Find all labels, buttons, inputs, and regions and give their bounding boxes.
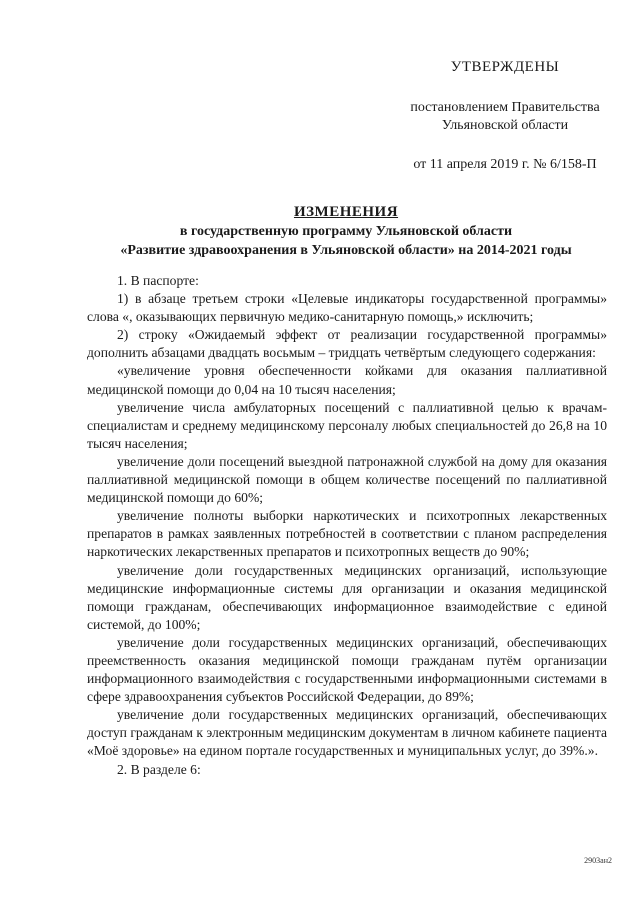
paragraph-section-1: 1. В паспорте: xyxy=(117,273,199,288)
paragraph-indicator-5: увеличение доли государственных медицинских организаций, использующие медицинские информационные системы для организации и оказания медицинской помощи гражданам, обеспечивающих информационное взаимодействие с единой системой, до 100%; xyxy=(87,562,607,632)
paragraph-indicator-4: увеличение полноты выборки наркотических и психотропных лекарственных препаратов в рамках заявленных потребностей в соответствии с планом распределения наркотических лекарственных препаратов и психотропных веществ до 90%; xyxy=(87,508,607,560)
paragraph-indicator-7: увеличение доли государственных медицинских организаций, обеспечивающих доступ гражданам к электронным медицинским документам в личном кабинете пациента «Моё здоровье» на едином портале государственных и муниципальных услуг, до 39%.». xyxy=(87,707,607,759)
approval-date: от 11 апреля 2019 г. № 6/158-П xyxy=(413,157,597,172)
document-heading xyxy=(80,203,612,260)
approval-decree-line2: Ульяновской области xyxy=(441,118,569,133)
document-subtitle-line1: в государственную программу Ульяновской области xyxy=(179,224,513,239)
approval-title: УТВЕРЖДЕНЫ xyxy=(450,59,560,75)
paragraph-indicator-6: увеличение доли государственных медицинских организаций, обеспечивающих преемственность оказания медицинской помощи гражданам путём организации информационного взаимодействия с государственными информационными системами в сфере здравоохранения субъектов Российской Федерации, до 89%; xyxy=(87,634,607,705)
document-title: ИЗМЕНЕНИЯ xyxy=(293,204,399,220)
document-code: 2903ан2 xyxy=(584,856,612,865)
paragraph-item-2: 2) строку «Ожидаемый эффект от реализации государственной программы» дополнить абзацами двадцать восьмым – тридцать четвёртым следующего содержания: xyxy=(87,327,607,361)
paragraph-indicator-1: «увеличение уровня обеспеченности койками для оказания паллиативной медицинской помощи до 0,04 на 10 тысяч населения; xyxy=(87,363,607,397)
paragraph-indicator-3: увеличение доли посещений выездной патронажной службой на дому для оказания паллиативной медицинской помощи в общем количестве посещений по паллиативной медицинской помощи до 60%; xyxy=(87,453,607,506)
approval-decree-line1: постановлением Правительства xyxy=(410,100,600,115)
paragraph-section-2: 2. В разделе 6: xyxy=(117,761,201,777)
paragraph-item-1: 1) в абзаце третьем строки «Целевые индикаторы государственной программы» слова «, оказывающих первичную медико-санитарную помощь,» исключить; xyxy=(87,291,607,325)
paragraph-indicator-2: увеличение числа амбулаторных посещений с паллиативной целью к врачам-специалистам и среднему медицинскому персоналу любых специальностей до 26,8 на 10 тысяч населения; xyxy=(87,399,607,451)
document-subtitle-line2: «Развитие здравоохранения в Ульяновской области» на 2014-2021 годы xyxy=(120,243,572,258)
document-body xyxy=(87,272,607,779)
approval-block xyxy=(390,58,620,174)
